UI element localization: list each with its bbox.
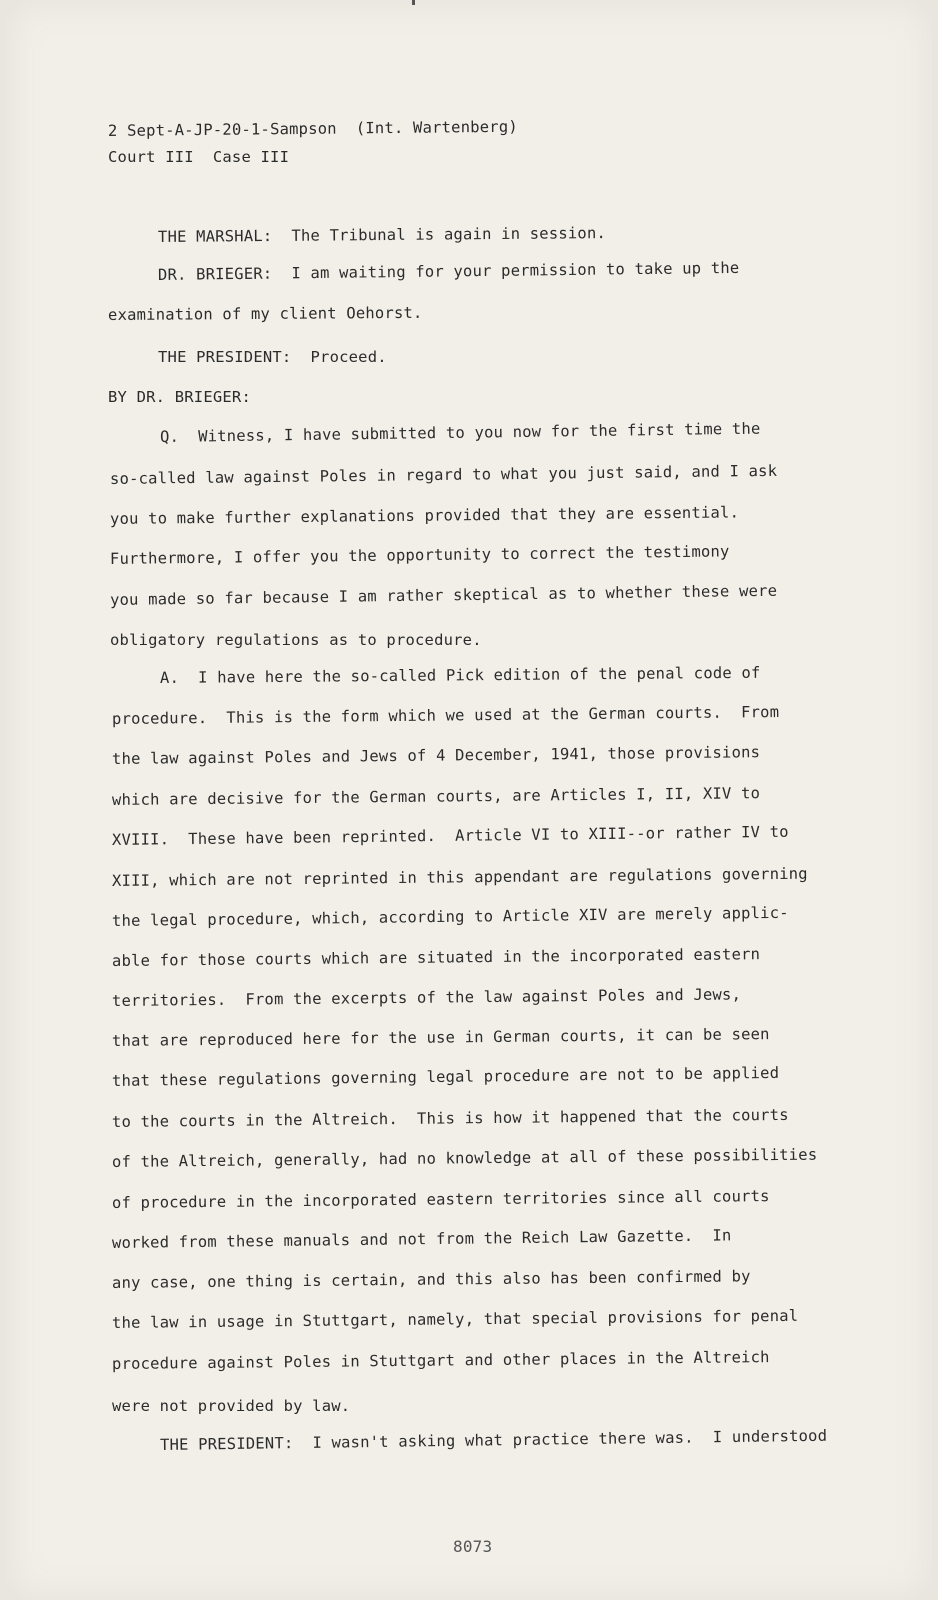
text-line: any case, one thing is certain, and this also has been confirmed by (111, 1267, 751, 1292)
header-line-1: 2 Sept-A-JP-20-1-Sampson (Int. Wartenberg) (107, 117, 518, 140)
examiner-heading: BY DR. BRIEGER: (108, 388, 251, 406)
text-line: worked from these manuals and not from the Reich Law Gazette. In (111, 1226, 732, 1252)
text-line: A. I have here the so-called Pick edition of the penal code of (159, 663, 761, 687)
president-line: THE PRESIDENT: Proceed. (158, 348, 387, 366)
text-line: were not provided by law. (112, 1397, 351, 1415)
text-line: able for those courts which are situated in the incorporated eastern (111, 945, 761, 970)
text-line: obligatory regulations as to procedure. (110, 631, 482, 649)
text-line: that are reproduced here for the use in German courts, it can be seen (111, 1025, 770, 1050)
text-line: of the Altreich, generally, had no knowledge at all of these possibilities (111, 1145, 818, 1171)
text-line: Furthermore, I offer you the opportunity to correct the testimony (109, 542, 730, 568)
text-line: so-called law against Poles in regard to what you just said, and I ask (109, 461, 778, 488)
president-line: THE PRESIDENT: I wasn't asking what practice there was. I understood (159, 1426, 828, 1454)
text-line: the law against Poles and Jews of 4 December, 1941, those provisions (111, 743, 761, 768)
text-line: the legal procedure, which, according to Article XIV are merely applic- (111, 903, 789, 930)
text-line: you to make further explanations provided that they are essential. (109, 503, 740, 528)
text-line: Q. Witness, I have submitted to you now for the first time the (159, 419, 761, 446)
marshal-line: THE MARSHAL: The Tribunal is again in session. (157, 224, 607, 246)
header-line-2: Court III Case III (108, 148, 290, 166)
text-line: of procedure in the incorporated eastern territories since all courts (111, 1187, 770, 1212)
text-line: procedure against Poles in Stuttgart and other places in the Altreich (111, 1348, 770, 1373)
text-line: XIII, which are not reprinted in this appendant are regulations governing (111, 864, 808, 890)
text-line: that these regulations governing legal procedure are not to be applied (111, 1063, 780, 1090)
text-line: territories. From the excerpts of the law against Poles and Jews, (111, 985, 742, 1010)
page-number: 8073 (453, 1537, 493, 1556)
text-line: procedure. This is the form which we used at the German courts. From (111, 703, 780, 728)
text-line: DR. BRIEGER: I am waiting for your permission to take up the (157, 258, 740, 284)
text-line: to the courts in the Altreich. This is how it happened that the courts (111, 1105, 789, 1131)
text-line: the law in usage in Stuttgart, namely, that special provisions for penal (111, 1306, 799, 1332)
text-line: XVIII. These have been reprinted. Article VI to XIII--or rather IV to (111, 822, 789, 849)
text-line: which are decisive for the German courts, are Articles I, II, XIV to (111, 784, 761, 809)
text-line: examination of my client Oehorst. (107, 303, 423, 324)
text-line: you made so far because I am rather skeptical as to whether these were (109, 581, 778, 609)
